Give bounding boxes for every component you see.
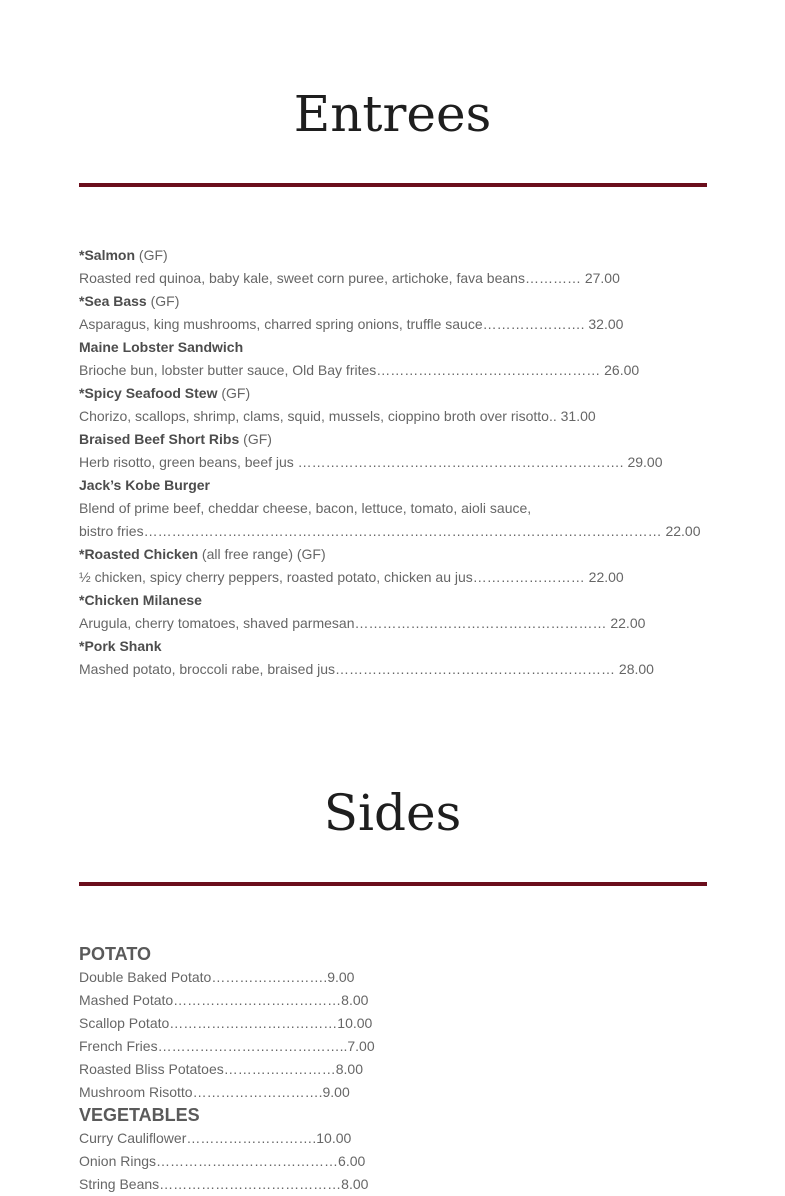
side-item: Double Baked Potato…………………….9.00 [79, 969, 355, 985]
side-item: Roasted Bliss Potatoes……………………8.00 [79, 1061, 363, 1077]
dish-note: (GF) [239, 431, 272, 447]
dish-note: (GF) [217, 385, 251, 401]
dish-name: *Chicken Milanese [79, 592, 202, 608]
dish-note: (all free range) (GF) [198, 546, 326, 562]
menu-item-name-line [79, 474, 719, 497]
dish-name: Jack’s Kobe Burger [79, 477, 210, 493]
dish-name: Maine Lobster Sandwich [79, 339, 244, 355]
dish-description: Brioche bun, lobster butter sauce, Old Bay frites………………………………………… 26.00 [79, 362, 640, 378]
dish-description: Asparagus, king mushrooms, charred spring onions, truffle sauce…………………. 32.00 [79, 316, 624, 332]
side-item: Mushroom Risotto……………………….9.00 [79, 1084, 350, 1100]
dish-name: *Pork Shank [79, 638, 162, 654]
menu-item-name-line [79, 244, 719, 267]
entrees-divider [79, 183, 707, 187]
category-heading-vegetables: VEGETABLES [79, 1105, 200, 1125]
side-item: Onion Rings…………………………………6.00 [79, 1153, 366, 1169]
dish-description: Blend of prime beef, cheddar cheese, bacon, lettuce, tomato, aioli sauce, [79, 500, 532, 516]
dish-description: Roasted red quinoa, baby kale, sweet corn puree, artichoke, fava beans………… 27.00 [79, 270, 620, 286]
side-item: Scallop Potato………………………………10.00 [79, 1015, 373, 1031]
menu-item-name-line [79, 336, 719, 359]
dish-description: Arugula, cherry tomatoes, shaved parmesan……………………………………………… 22.00 [79, 615, 646, 631]
dish-name: *Salmon [79, 247, 136, 263]
dish-description: ½ chicken, spicy cherry peppers, roasted potato, chicken au jus…………………… 22.00 [79, 569, 624, 585]
dish-note: (GF) [146, 293, 180, 309]
dish-name: *Sea Bass [79, 293, 147, 309]
dish-description: Mashed potato, broccoli rabe, braised jus…………………………………………………… 28.00 [79, 661, 654, 677]
entrees-title: Entrees [293, 85, 492, 143]
dish-name: *Roasted Chicken [79, 546, 199, 562]
dish-name: *Spicy Seafood Stew [79, 385, 218, 401]
menu-item-name-line [79, 589, 719, 612]
menu-item-name-line [79, 382, 719, 405]
category-heading-potato: POTATO [79, 944, 151, 964]
sides-divider [79, 882, 707, 886]
dish-note: (GF) [135, 247, 168, 263]
dish-description: Chorizo, scallops, shrimp, clams, squid, mussels, cioppino broth over risotto.. 31.00 [79, 408, 596, 424]
side-item: String Beans…………………………………8.00 [79, 1176, 369, 1192]
menu-item-name-line [79, 635, 719, 658]
menu-item-name-line [79, 543, 719, 566]
menu-item-name-line [79, 290, 719, 313]
side-item: Curry Cauliflower……………………….10.00 [79, 1130, 352, 1146]
dish-description: Herb risotto, green beans, beef jus ……………………………………………………………. 29.00 [79, 454, 663, 470]
side-item: Mashed Potato………………………………8.00 [79, 992, 369, 1008]
menu-item-name-line [79, 428, 719, 451]
entrees-list [79, 244, 719, 681]
dish-name: Braised Beef Short Ribs [79, 431, 240, 447]
side-item: French Fries…………………………………..7.00 [79, 1038, 375, 1054]
sides-title: Sides [323, 784, 462, 842]
dish-description: bistro fries………………………………………………………………………………………………… 22.00 [79, 523, 701, 539]
sides-list [79, 943, 719, 1196]
